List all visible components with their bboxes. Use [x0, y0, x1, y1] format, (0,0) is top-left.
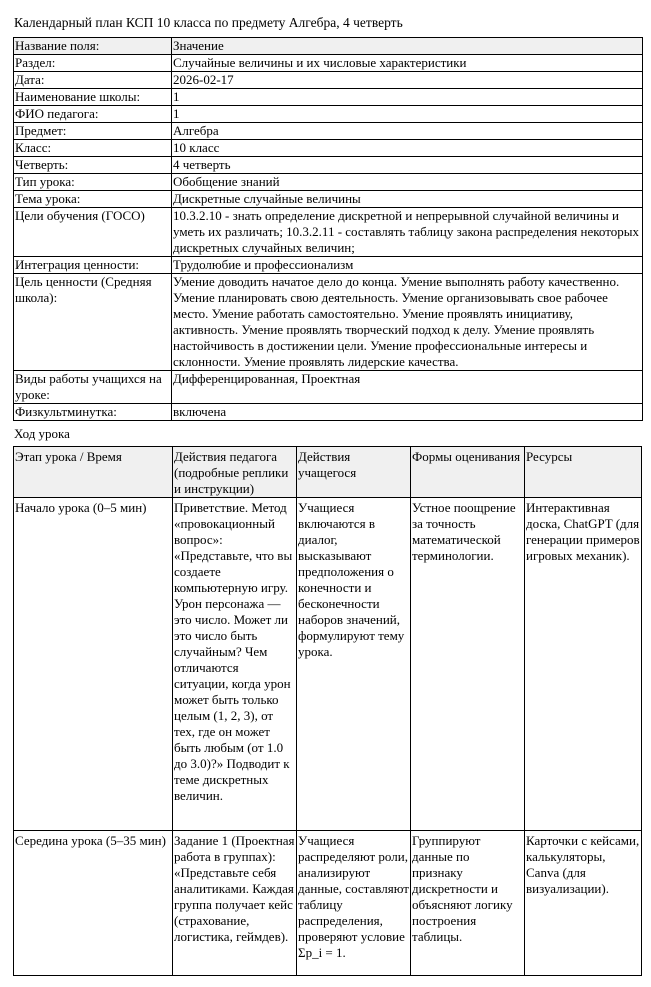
- info-field-label: Виды работы учащихся на уроке:: [14, 371, 172, 404]
- info-row-work-types: [14, 371, 643, 404]
- lesson-flow-title: Ход урока: [14, 426, 70, 441]
- lesson-info-table: [13, 37, 643, 421]
- info-field-value: 2026-02-17: [172, 72, 643, 89]
- flow-row-start: [14, 498, 642, 831]
- info-row-section: [14, 55, 643, 72]
- flow-cell-students: Учащиеся распределяют роли, анализируют данные, составляют таблицу распределения, проверяют условие Σp_i = 1.: [297, 831, 411, 976]
- flow-row-middle: [14, 831, 642, 976]
- info-field-label: Наименование школы:: [14, 89, 172, 106]
- info-row-value-integration: [14, 257, 643, 274]
- lesson-flow-table: [13, 446, 642, 976]
- info-field-value: 1: [172, 89, 643, 106]
- info-field-value: Случайные величины и их числовые характеристики: [172, 55, 643, 72]
- info-field-value: 1: [172, 106, 643, 123]
- info-field-value: Умение доводить начатое дело до конца. Умение выполнять работу качественно. Умение планировать свою деятельность. Умение организовывать свое рабочее место. Умение работать самостоятельно. Умение проявлять инициативу, активность. Умение проявлять творческий подход к делу. Умение проявлять настойчивость в достижении цели. Умение профессиональные интересы и склонности. Умение проявлять лидерские качества.: [172, 274, 643, 371]
- info-field-value: Трудолюбие и профессионализм: [172, 257, 643, 274]
- info-field-label: Физкультминутка:: [14, 404, 172, 421]
- info-field-label: Интеграция ценности:: [14, 257, 172, 274]
- info-header-row: [14, 38, 643, 55]
- info-field-label: Класс:: [14, 140, 172, 157]
- flow-cell-resources: Карточки с кейсами, калькуляторы, Canva (для визуализации).: [525, 831, 642, 976]
- info-field-value: Дифференцированная, Проектная: [172, 371, 643, 404]
- info-field-label: Четверть:: [14, 157, 172, 174]
- info-field-value: 10.3.2.10 - знать определение дискретной и непрерывной случайной величины и уметь их различать; 10.3.2.11 - составлять таблицу закона распределения некоторых дискретных случайных величин;: [172, 208, 643, 257]
- info-row-learning-goals: [14, 208, 643, 257]
- info-row-topic: [14, 191, 643, 208]
- info-field-label: Цели обучения (ГОСО): [14, 208, 172, 257]
- info-header-field: Название поля:: [14, 38, 172, 55]
- info-field-value: 4 четверть: [172, 157, 643, 174]
- flow-header-resources: Ресурсы: [525, 447, 642, 498]
- info-field-label: Дата:: [14, 72, 172, 89]
- info-field-value: 10 класс: [172, 140, 643, 157]
- info-row-lesson-type: [14, 174, 643, 191]
- info-field-label: ФИО педагога:: [14, 106, 172, 123]
- info-row-exercise-break: [14, 404, 643, 421]
- info-field-label: Цель ценности (Средняя школа):: [14, 274, 172, 371]
- flow-cell-students: Учащиеся включаются в диалог, высказывают предположения о конечности и бесконечности наборов значений, формулируют тему урока.: [297, 498, 411, 831]
- info-row-teacher: [14, 106, 643, 123]
- flow-cell-resources: Интерактивная доска, ChatGPT (для генерации примеров игровых механик).: [525, 498, 642, 831]
- info-field-label: Раздел:: [14, 55, 172, 72]
- flow-header-students: Действия учащегося: [297, 447, 411, 498]
- flow-header-assessment: Формы оценивания: [411, 447, 525, 498]
- info-row-grade: [14, 140, 643, 157]
- info-field-value: Обобщение знаний: [172, 174, 643, 191]
- info-field-value: Дискретные случайные величины: [172, 191, 643, 208]
- flow-cell-teacher: Задание 1 (Проектная работа в группах): «Представьте себя аналитиками. Каждая группа получает кейс (страхование, логистика, геймдев).: [173, 831, 297, 976]
- flow-cell-stage: Начало урока (0–5 мин): [14, 498, 173, 831]
- info-field-label: Тип урока:: [14, 174, 172, 191]
- info-header-value: Значение: [172, 38, 643, 55]
- info-field-label: Тема урока:: [14, 191, 172, 208]
- flow-header-teacher: Действия педагога (подробные реплики и инструкции): [173, 447, 297, 498]
- flow-header-row: [14, 447, 642, 498]
- flow-header-stage: Этап урока / Время: [14, 447, 173, 498]
- info-row-subject: [14, 123, 643, 140]
- info-row-school: [14, 89, 643, 106]
- info-field-value: Алгебра: [172, 123, 643, 140]
- info-row-date: [14, 72, 643, 89]
- info-field-value: включена: [172, 404, 643, 421]
- flow-cell-teacher: Приветствие. Метод «провокационный вопрос»: «Представьте, что вы создаете компьютерную игру. Урон персонажа — это число. Может ли это число быть случайным? Чем отличаются ситуации, когда урон может быть только целым (1, 2, 3), от тех, где он может быть любым (от 1.0 до 3.0)?» Подводит к теме дискретных величин.: [173, 498, 297, 831]
- info-row-value-goal: [14, 274, 643, 371]
- flow-cell-assessment: Группируют данные по признаку дискретности и объясняют логику построения таблицы.: [411, 831, 525, 976]
- flow-cell-assessment: Устное поощрение за точность математической терминологии.: [411, 498, 525, 831]
- document-title: Календарный план КСП 10 класса по предмету Алгебра, 4 четверть: [14, 15, 403, 30]
- info-field-label: Предмет:: [14, 123, 172, 140]
- info-row-quarter: [14, 157, 643, 174]
- flow-cell-stage: Середина урока (5–35 мин): [14, 831, 173, 976]
